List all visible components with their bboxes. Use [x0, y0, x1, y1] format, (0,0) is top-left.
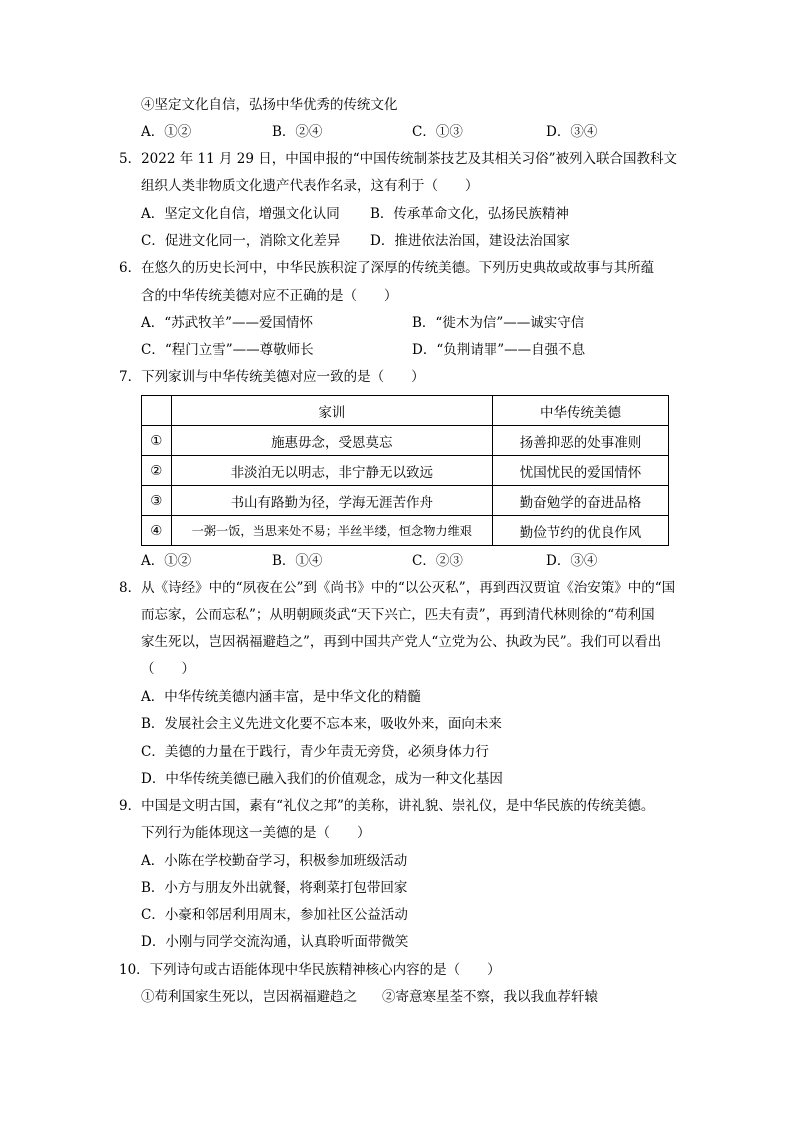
- table-cell-virtue: 忧国忧民的爱国情怀: [492, 456, 668, 486]
- q7-option-b[interactable]: B．①④: [272, 553, 323, 569]
- table-cell-virtue: 扬善抑恶的处事准则: [492, 426, 668, 456]
- q8-stem-line-2: 而忘家，公而忘私”；从明朝顾炎武“天下兴亡，匹夫有责”，再到清代林则徐的“苟利国: [141, 607, 655, 623]
- q8-stem-line-1: 8．从《诗经》中的“夙夜在公”到《尚书》中的“以公灭私”，再到西汉贾谊《治安策》中的“国: [119, 580, 676, 596]
- table-row: [142, 486, 669, 516]
- q10-stem: 10．下列诗句或古语能体现中华民族精神核心内容的是（ ）: [119, 962, 501, 978]
- q4-option-a[interactable]: A．①②: [141, 124, 192, 140]
- q4-statement-4: ④坚定文化自信，弘扬中华优秀的传统文化: [141, 97, 398, 113]
- q9-option-c[interactable]: C．小豪和邻居利用周末，参加社区公益活动: [141, 907, 408, 923]
- q6-option-b[interactable]: B．“徙木为信”——诚实守信: [412, 315, 585, 331]
- q5-stem-line-1: 5．2022 年 11 月 29 日，中国申报的“中国传统制茶技艺及其相关习俗”被列入联合国教科文: [119, 151, 678, 167]
- table-header-cell: 中华传统美德: [492, 396, 668, 426]
- q10-statement-2: ②寄意寒星荃不察，我以我血荐轩辕: [382, 989, 598, 1005]
- q7-options: [141, 552, 641, 570]
- table-header-cell: 家训: [171, 396, 492, 426]
- q6-option-c[interactable]: C．“程门立雪”——尊敬师长: [141, 342, 314, 358]
- q6-option-a[interactable]: A．“苏武牧羊”——爱国情怀: [141, 315, 314, 331]
- q9-option-d[interactable]: D．小刚与同学交流沟通，认真聆听面带微笑: [141, 934, 409, 950]
- table-cell-number: ③: [142, 486, 172, 516]
- q5-option-a[interactable]: A．坚定文化自信，增强文化认同: [141, 206, 340, 222]
- table-cell-motto: 施惠毋念，受恩莫忘: [171, 426, 492, 456]
- q4-options: [141, 123, 641, 141]
- q5-option-c[interactable]: C．促进文化同一，消除文化差异: [141, 233, 341, 249]
- table-cell-motto: 一粥一饭，当思来处不易；半丝半缕，恒念物力维艰: [171, 516, 492, 546]
- q7-option-c[interactable]: C．②③: [412, 553, 463, 569]
- table-row: [142, 426, 669, 456]
- table-cell-number: ④: [142, 516, 172, 546]
- q7-option-a[interactable]: A．①②: [141, 553, 192, 569]
- table-header-cell: [142, 396, 172, 426]
- table-row: [142, 456, 669, 486]
- q8-option-a[interactable]: A．中华传统美德内涵丰富，是中华文化的精髓: [141, 689, 421, 705]
- q9-stem-line-1: 9．中国是文明古国，素有“礼仪之邦”的美称，讲礼貌、崇礼仪，是中华民族的传统美德。: [119, 798, 655, 814]
- table-cell-number: ②: [142, 456, 172, 486]
- q7-stem: 7．下列家训与中华传统美德对应一致的是（ ）: [119, 369, 425, 385]
- table-cell-number: ①: [142, 426, 172, 456]
- q7-option-d[interactable]: D．③④: [546, 553, 598, 569]
- q5-stem-line-2: 组织人类非物质文化遗产代表作名录，这有利于（ ）: [141, 178, 479, 194]
- q8-option-b[interactable]: B．发展社会主义先进文化要不忘本来，吸收外来，面向未来: [141, 716, 502, 732]
- table-cell-virtue: 勤俭节约的优良作风: [492, 516, 668, 546]
- q5-option-d[interactable]: D．推进依法治国，建设法治国家: [370, 233, 570, 249]
- q8-stem-line-4: （ ）: [141, 661, 195, 677]
- q6-stem-line-1: 6．在悠久的历史长河中，中华民族积淀了深厚的传统美德。下列历史典故或故事与其所蕴: [119, 260, 655, 276]
- q8-option-c[interactable]: C．美德的力量在于践行，青少年责无旁贷，必须身体力行: [141, 744, 489, 760]
- q5-option-b[interactable]: B．传承革命文化，弘扬民族精神: [370, 206, 569, 222]
- q10-statement-1: ①苟利国家生死以，岂因祸福避趋之: [141, 989, 357, 1005]
- q4-option-d[interactable]: D．③④: [546, 124, 598, 140]
- q6-stem-line-2: 含的中华传统美德对应不正确的是（ ）: [141, 288, 398, 304]
- q4-option-b[interactable]: B．②④: [272, 124, 323, 140]
- q8-stem-line-3: 家生死以，岂因祸福避趋之”，再到中国共产党人“立党为公、执政为民”。我们可以看出: [141, 634, 662, 650]
- q4-option-c[interactable]: C．①③: [412, 124, 463, 140]
- q9-stem-line-2: 下列行为能体现这一美德的是（ ）: [141, 825, 371, 841]
- family-motto-table: [141, 395, 669, 546]
- table-cell-motto: 书山有路勤为径，学海无涯苦作舟: [171, 486, 492, 516]
- q9-option-b[interactable]: B．小方与朋友外出就餐，将剩菜打包带回家: [141, 880, 408, 896]
- table-cell-motto: 非淡泊无以明志，非宁静无以致远: [171, 456, 492, 486]
- table-cell-virtue: 勤奋勉学的奋进品格: [492, 486, 668, 516]
- q9-option-a[interactable]: A．小陈在学校勤奋学习，积极参加班级活动: [141, 853, 408, 869]
- q8-option-d[interactable]: D．中华传统美德已融入我们的价值观念，成为一种文化基因: [141, 771, 503, 787]
- table-header-row: [142, 396, 669, 426]
- q6-option-d[interactable]: D．“负荆请罪”——自强不息: [412, 342, 586, 358]
- table-row: [142, 516, 669, 546]
